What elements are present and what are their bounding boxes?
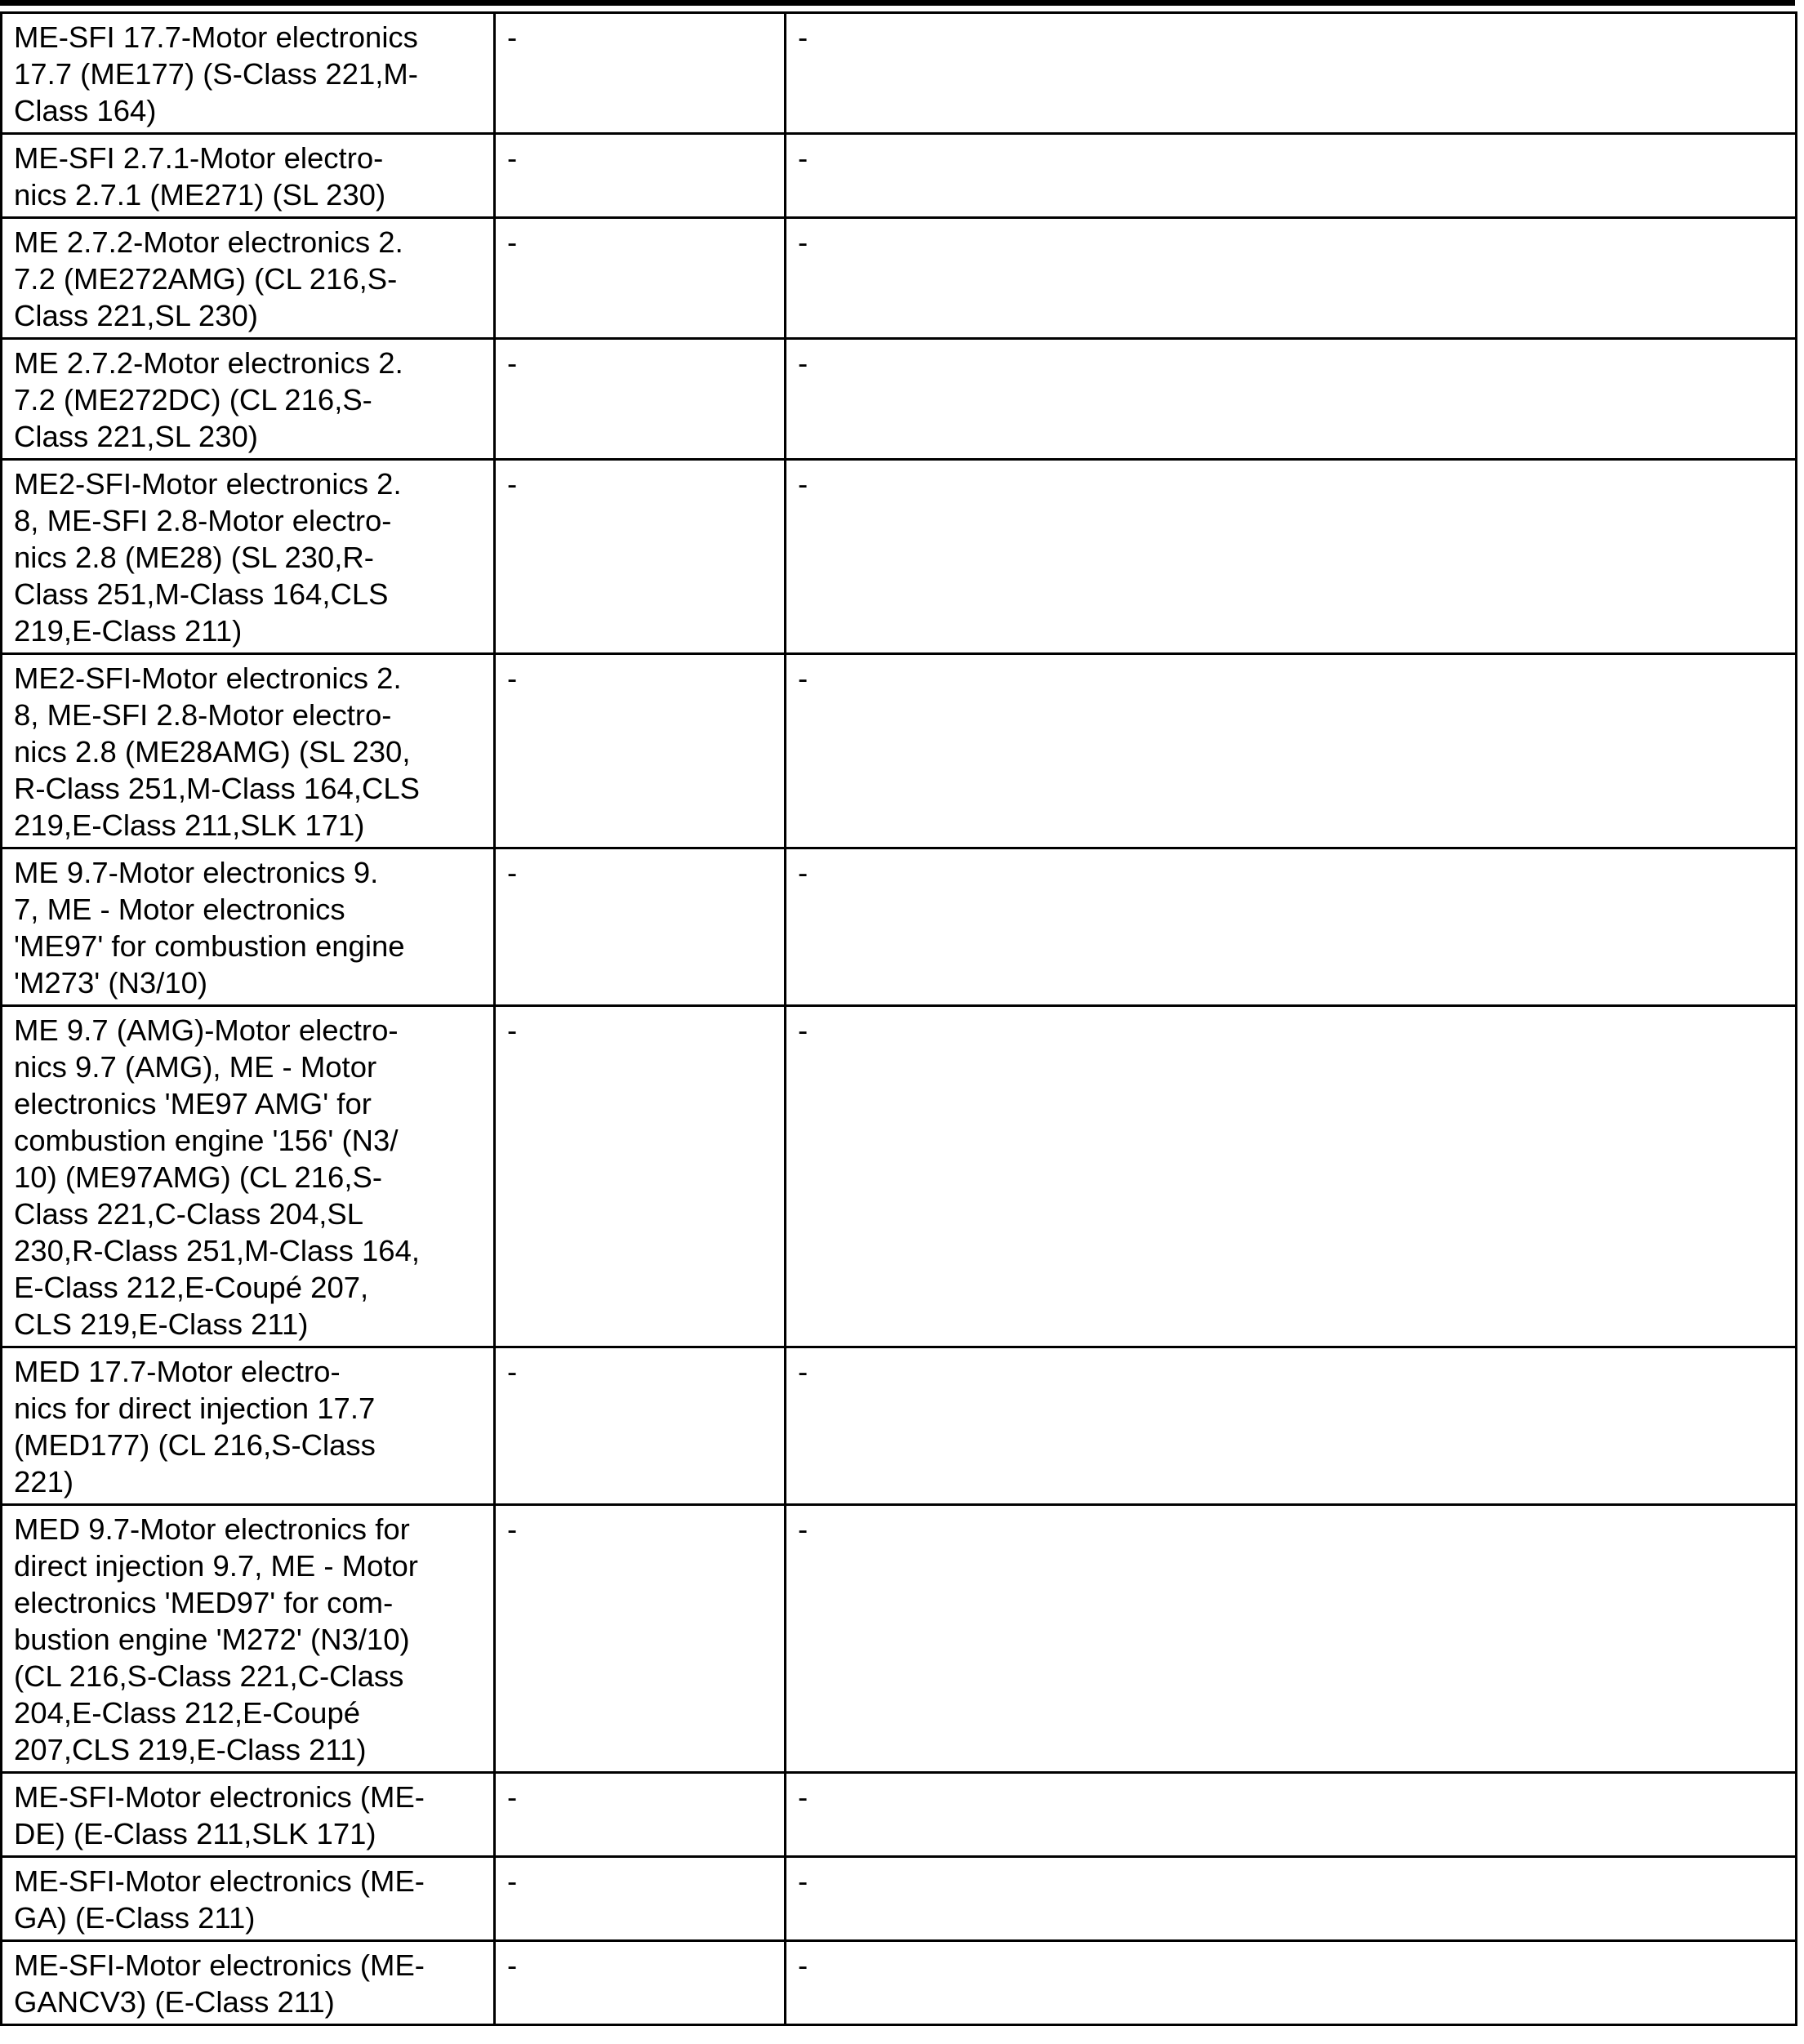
value-cell-2: - [495, 654, 786, 848]
value-cell-3: - [786, 848, 1797, 1006]
table-row [2, 1773, 1797, 1857]
value-cell-3: - [786, 13, 1797, 134]
value-cell-3: - [786, 1773, 1797, 1857]
value-cell-2: - [495, 218, 786, 339]
table-row [2, 1006, 1797, 1347]
table-row [2, 1505, 1797, 1773]
module-name-cell: MED 9.7-Motor electronics for direct injection 9.7, ME - Motor electronics 'MED97' for com- bustion engine 'M272' (N3/10) (CL 216,S-Class 221,C-Class 204,E-Class 212,E-Coupé 207,CLS 219,E-Class 211) [2, 1505, 495, 1773]
table-row [2, 848, 1797, 1006]
value-cell-3: - [786, 218, 1797, 339]
value-cell-2: - [495, 339, 786, 460]
module-name-cell: ME 9.7 (AMG)-Motor electro- nics 9.7 (AMG), ME - Motor electronics 'ME97 AMG' for combustion engine '156' (N3/ 10) (ME97AMG) (CL 216,S- Class 221,C-Class 204,SL 230,R-Class 251,M-Class 164, E-Class 212,E-Coupé 207, CLS 219,E-Class 211) [2, 1006, 495, 1347]
value-cell-2: - [495, 1006, 786, 1347]
module-name-cell: ME 9.7-Motor electronics 9. 7, ME - Motor electronics 'ME97' for combustion engine 'M273' (N3/10) [2, 848, 495, 1006]
value-cell-2: - [495, 1773, 786, 1857]
value-cell-3: - [786, 1941, 1797, 2025]
value-cell-3: - [786, 1857, 1797, 1941]
value-cell-3: - [786, 339, 1797, 460]
value-cell-3: - [786, 134, 1797, 218]
table-row [2, 134, 1797, 218]
module-name-cell: ME-SFI 17.7-Motor electronics 17.7 (ME177) (S-Class 221,M- Class 164) [2, 13, 495, 134]
value-cell-2: - [495, 848, 786, 1006]
module-name-cell: ME-SFI 2.7.1-Motor electro- nics 2.7.1 (ME271) (SL 230) [2, 134, 495, 218]
value-cell-3: - [786, 1505, 1797, 1773]
value-cell-2: - [495, 1857, 786, 1941]
module-name-cell: ME 2.7.2-Motor electronics 2. 7.2 (ME272AMG) (CL 216,S- Class 221,SL 230) [2, 218, 495, 339]
table-body [2, 13, 1797, 2025]
table-row [2, 339, 1797, 460]
value-cell-2: - [495, 13, 786, 134]
table-row [2, 1941, 1797, 2025]
top-rule [0, 0, 1795, 6]
table-row [2, 1347, 1797, 1505]
value-cell-2: - [495, 1505, 786, 1773]
table-row [2, 1857, 1797, 1941]
module-name-cell: ME-SFI-Motor electronics (ME- GANCV3) (E-Class 211) [2, 1941, 495, 2025]
module-name-cell: ME-SFI-Motor electronics (ME- GA) (E-Class 211) [2, 1857, 495, 1941]
control-unit-table [0, 11, 1797, 2026]
table-row [2, 13, 1797, 134]
module-name-cell: ME2-SFI-Motor electronics 2. 8, ME-SFI 2.8-Motor electro- nics 2.8 (ME28AMG) (SL 230, R-Class 251,M-Class 164,CLS 219,E-Class 211,SLK 171) [2, 654, 495, 848]
value-cell-2: - [495, 1941, 786, 2025]
module-name-cell: ME 2.7.2-Motor electronics 2. 7.2 (ME272DC) (CL 216,S- Class 221,SL 230) [2, 339, 495, 460]
module-name-cell: MED 17.7-Motor electro- nics for direct injection 17.7 (MED177) (CL 216,S-Class 221) [2, 1347, 495, 1505]
module-name-cell: ME2-SFI-Motor electronics 2. 8, ME-SFI 2.8-Motor electro- nics 2.8 (ME28) (SL 230,R- Class 251,M-Class 164,CLS 219,E-Class 211) [2, 460, 495, 654]
value-cell-3: - [786, 1347, 1797, 1505]
table-row [2, 218, 1797, 339]
table-row [2, 460, 1797, 654]
table-row [2, 654, 1797, 848]
value-cell-3: - [786, 654, 1797, 848]
value-cell-2: - [495, 1347, 786, 1505]
value-cell-2: - [495, 460, 786, 654]
value-cell-2: - [495, 134, 786, 218]
value-cell-3: - [786, 460, 1797, 654]
value-cell-3: - [786, 1006, 1797, 1347]
module-name-cell: ME-SFI-Motor electronics (ME- DE) (E-Class 211,SLK 171) [2, 1773, 495, 1857]
